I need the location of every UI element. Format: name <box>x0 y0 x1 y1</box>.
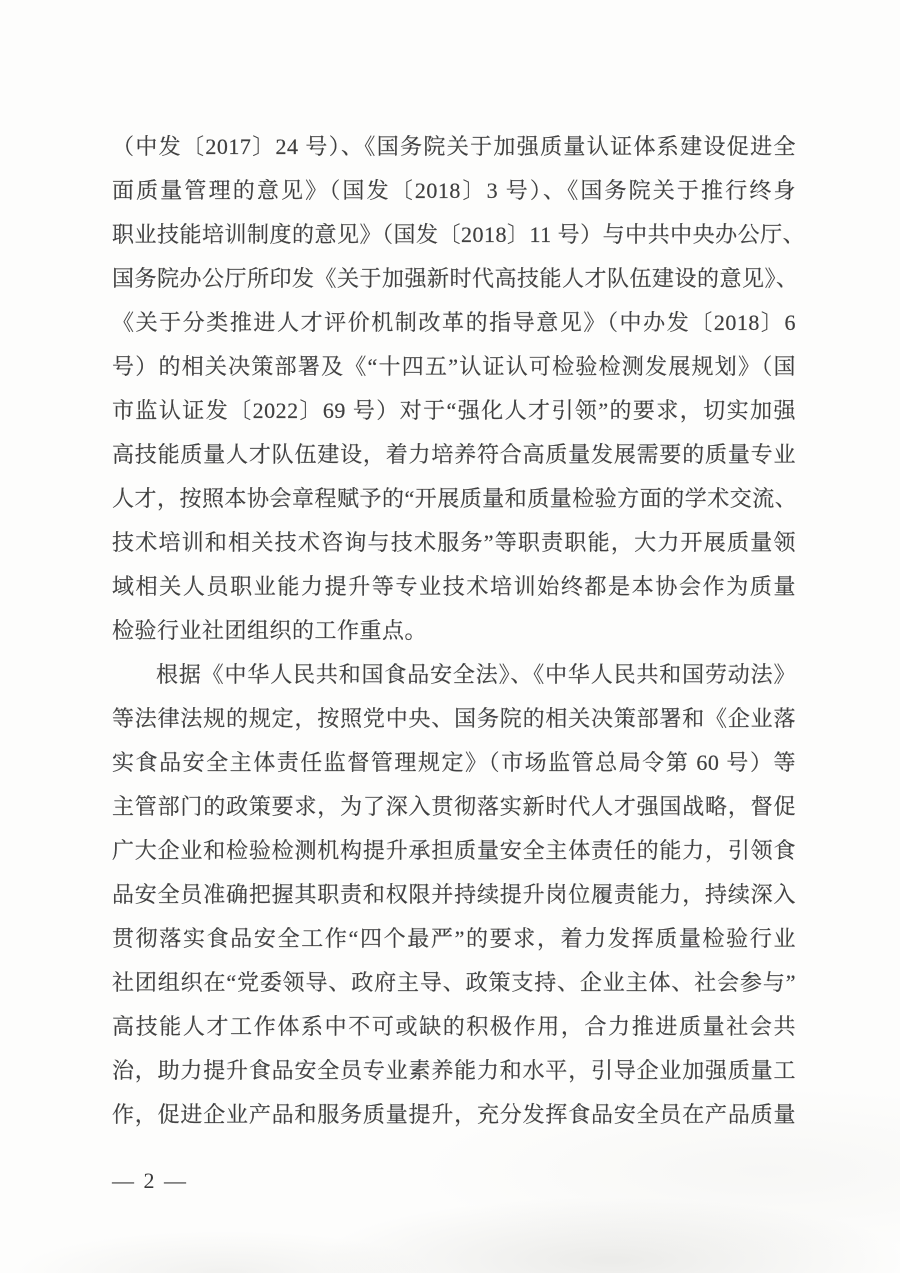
doc-line: （中发〔2017〕24 号）、《国务院关于加强质量认证体系建设促进全 <box>112 134 796 159</box>
doc-line: 实食品安全主体责任监督管理规定》（市场监管总局令第 60 号）等 <box>112 750 796 775</box>
doc-line-paragraph-start: 根据《中华人民共和国食品安全法》、《中华人民共和国劳动法》 <box>156 662 796 687</box>
doc-line: 号）的相关决策部署及《“十四五”认证认可检验检测发展规划》（国 <box>112 354 796 379</box>
page-footer <box>112 1168 188 1194</box>
doc-line: 高技能质量人才队伍建设，着力培养符合高质量发展需要的质量专业 <box>112 442 796 467</box>
doc-line: 高技能人才工作体系中不可或缺的积极作用，合力推进质量社会共 <box>112 1014 796 1039</box>
doc-line: 人才，按照本协会章程赋予的“开展质量和质量检验方面的学术交流、 <box>112 486 798 511</box>
doc-line: 市监认证发〔2022〕69 号）对于“强化人才引领”的要求，切实加强 <box>112 398 796 423</box>
doc-line: 《关于分类推进人才评价机制改革的指导意见》（中办发〔2018〕6 <box>112 310 796 335</box>
doc-line: 品安全员准确把握其职责和权限并持续提升岗位履责能力，持续深入 <box>112 882 796 907</box>
doc-line: 职业技能培训制度的意见》（国发〔2018〕11 号）与中共中央办公厅、 <box>112 222 806 247</box>
doc-line: 面质量管理的意见》（国发〔2018〕3 号）、《国务院关于推行终身 <box>112 178 796 203</box>
doc-line: 作，促进企业产品和服务质量提升，充分发挥食品安全员在产品质量 <box>112 1102 796 1127</box>
doc-line: 社团组织在“党委领导、政府主导、政策支持、企业主体、社会参与” <box>112 970 796 995</box>
doc-line: 治，助力提升食品安全员专业素养能力和水平，引导企业加强质量工 <box>112 1058 796 1083</box>
doc-line: 国务院办公厅所印发《关于加强新时代高技能人才队伍建设的意见》、 <box>112 266 799 291</box>
doc-line: 等法律法规的规定，按照党中央、国务院的相关决策部署和《企业落 <box>112 706 796 731</box>
doc-line: 域相关人员职业能力提升等专业技术培训始终都是本协会作为质量 <box>112 574 796 599</box>
page-number: — 2 — <box>112 1168 188 1193</box>
doc-line: 广大企业和检验检测机构提升承担质量安全主体责任的能力，引领食 <box>112 838 796 863</box>
doc-line: 主管部门的政策要求，为了深入贯彻落实新时代人才强国战略，督促 <box>112 794 796 819</box>
doc-line: 技术培训和相关技术咨询与技术服务”等职责职能，大力开展质量领 <box>112 530 796 555</box>
document-body-text <box>112 125 806 1137</box>
doc-line-paragraph-end: 检验行业社团组织的工作重点。 <box>112 618 428 643</box>
doc-line: 贯彻落实食品安全工作“四个最严”的要求，着力发挥质量检验行业 <box>112 926 796 951</box>
